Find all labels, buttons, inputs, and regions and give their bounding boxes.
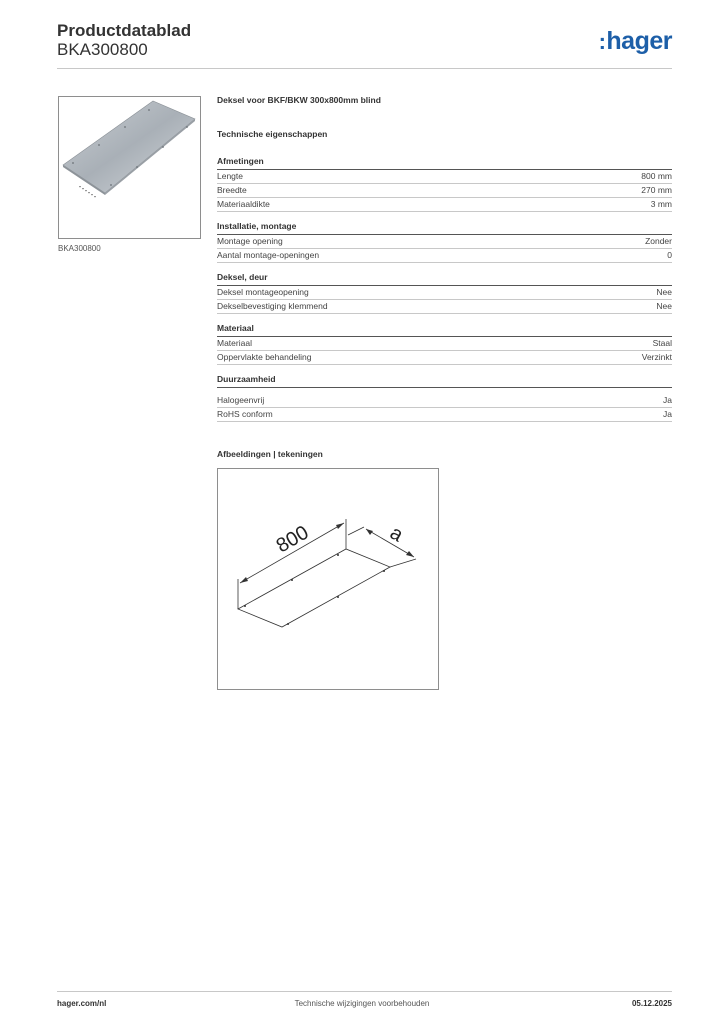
group-title: Materiaal [217,323,672,337]
row-value: Ja [663,395,672,405]
product-description: Deksel voor BKF/BKW 300x800mm blind [217,95,381,105]
group-installation [217,221,672,263]
row-label: Oppervlakte behandeling [217,352,312,362]
footer-disclaimer: Technische wijzigingen voorbehouden [294,999,430,1008]
row-value: 0 [667,250,672,260]
group-title: Installatie, montage [217,221,672,235]
group-cover-door [217,272,672,314]
drawings-heading: Afbeeldingen | tekeningen [217,449,323,459]
table-row [217,394,672,408]
group-dimensions [217,156,672,212]
row-value: Verzinkt [641,352,672,362]
row-label: Halogeenvrij [217,395,265,405]
row-label: Deksel montageopening [217,287,309,297]
row-label: Materiaal [217,338,252,348]
product-image-caption: BKA300800 [58,244,101,253]
footer-website-link[interactable]: hager.com/nl [57,999,107,1008]
row-label: RoHS conform [217,409,273,419]
table-row [217,184,672,198]
footer-divider [57,991,672,992]
row-value: 800 mm [641,171,672,181]
table-row [217,235,672,249]
cover-plate-photo [59,97,200,238]
group-material [217,323,672,365]
row-label: Breedte [217,185,247,195]
table-row [217,286,672,300]
row-value: 3 mm [650,199,672,209]
row-label: Montage opening [217,236,283,246]
dimension-length-label: 800 [272,521,313,558]
page-title: Productdatablad [57,21,192,40]
technical-drawing [217,468,439,690]
row-label: Lengte [217,171,243,181]
product-image [58,96,201,239]
technical-properties-heading: Technische eigenschappen [217,129,328,139]
main-content [217,95,672,431]
table-row [217,337,672,351]
table-row [217,249,672,263]
group-title: Duurzaamheid [217,374,672,388]
hager-logo [599,27,672,56]
footer-date: 05.12.2025 [631,999,672,1008]
logo-text: hager [606,27,672,55]
row-value: Nee [656,301,672,311]
row-value: Ja [663,409,672,419]
row-value: Staal [652,338,672,348]
row-value: 270 mm [641,185,672,195]
dimension-drawing [218,469,438,689]
header-divider [57,68,672,69]
table-row [217,351,672,365]
table-row [217,300,672,314]
row-label: Dekselbevestiging klemmend [217,301,328,311]
table-row [217,408,672,422]
table-row [217,170,672,184]
row-value: Nee [656,287,672,297]
row-label: Materiaaldikte [217,199,270,209]
group-sustainability [217,374,672,422]
row-value: Zonder [645,236,672,246]
article-number: BKA300800 [57,40,148,59]
group-title: Deksel, deur [217,272,672,286]
dimension-width-label: a [386,521,407,547]
table-row [217,198,672,212]
logo-colon-icon: : [598,29,606,54]
row-label: Aantal montage-openingen [217,250,320,260]
group-title: Afmetingen [217,156,672,170]
